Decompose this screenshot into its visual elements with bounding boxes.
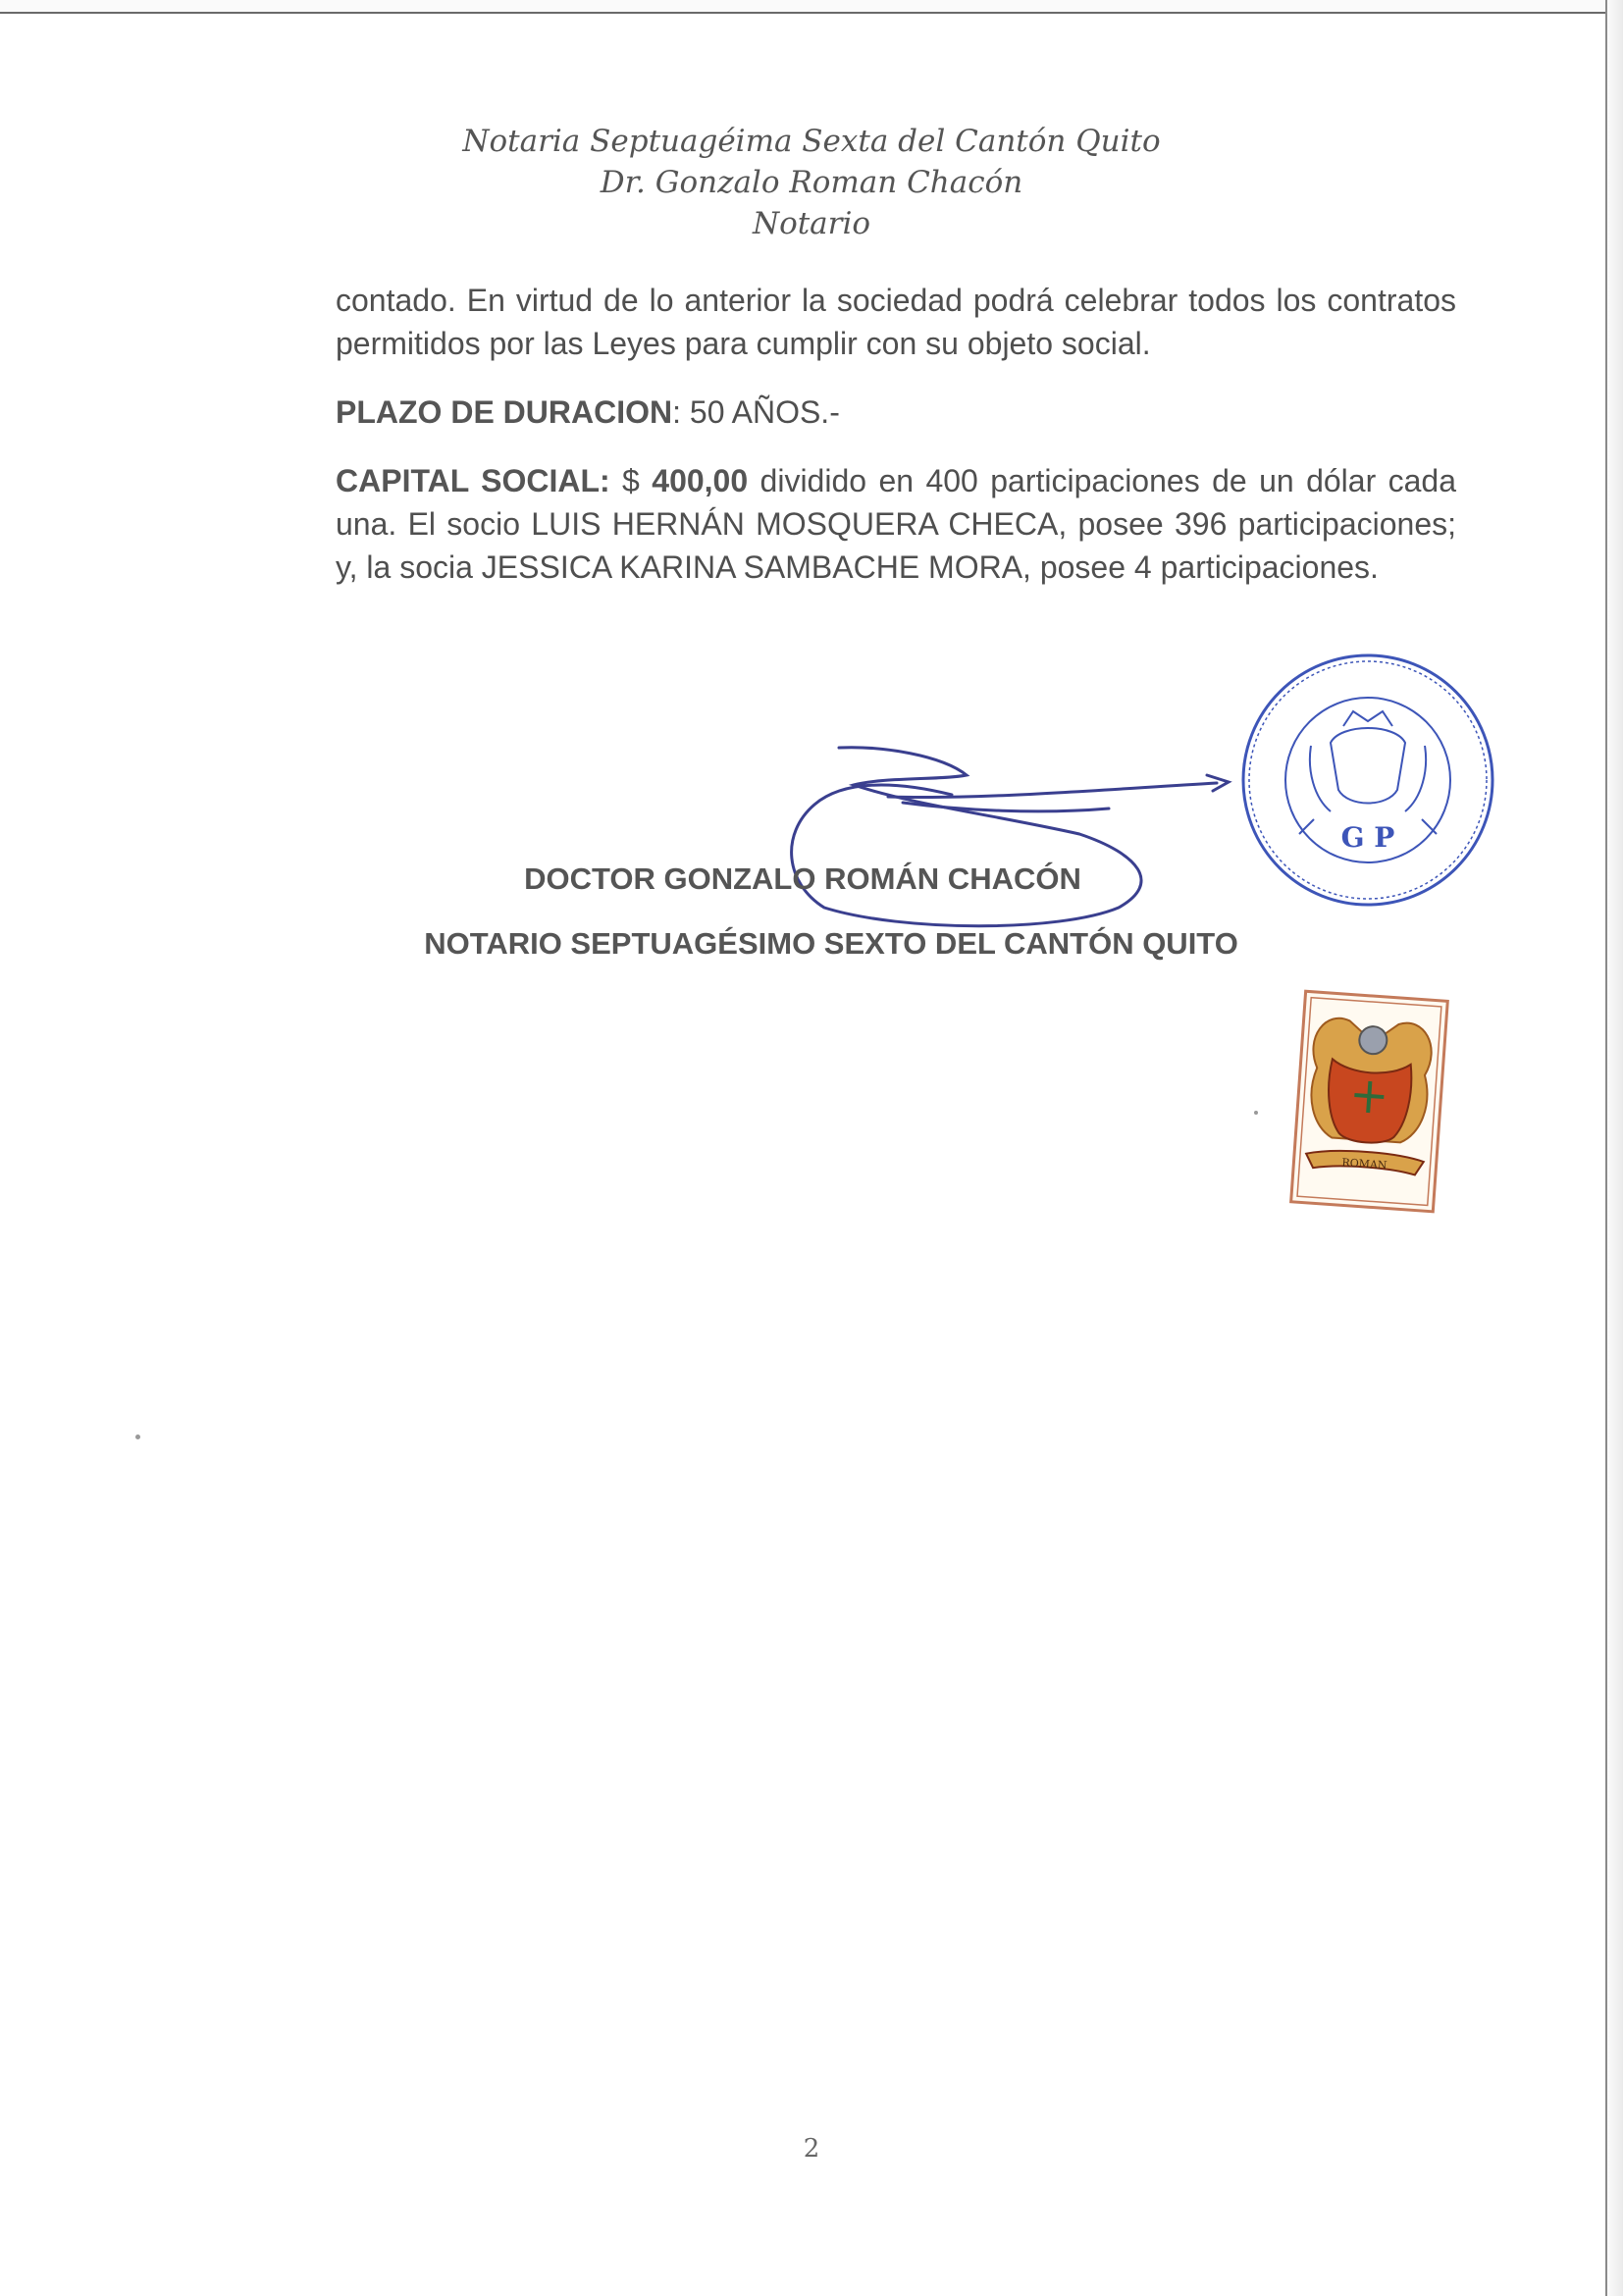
page-number: 2 <box>803 2134 820 2164</box>
signatory-name-text: DOCTOR GONZALO ROMÁN CHACÓN <box>524 861 1081 896</box>
crest-ribbon-text: ROMAN <box>1341 1156 1387 1173</box>
header-notary-office: Notaria Septuagéima Sexta del Cantón Quito <box>462 124 1161 159</box>
coat-of-arms-stamp <box>1291 991 1448 1212</box>
scan-speck <box>135 1435 140 1439</box>
seal-initials: G P <box>1340 821 1395 854</box>
signatory-title <box>0 926 1623 962</box>
header-notary-name: Dr. Gonzalo Roman Chacón <box>600 165 1023 200</box>
scan-speck <box>1254 1111 1258 1115</box>
signatory-title-text: NOTARIO SEPTUAGÉSIMO SEXTO DEL CANTÓN QUITO <box>424 926 1238 961</box>
capital-amount: 400,00 <box>652 463 749 498</box>
capital-amount-prefix: $ <box>609 463 653 498</box>
capital-label: CAPITAL SOCIAL: <box>336 463 610 498</box>
plazo-value: : 50 AÑOS.- <box>672 394 840 430</box>
header-notary-title: Notario <box>752 206 871 241</box>
handwritten-signature <box>792 748 1229 926</box>
capital-text: dividido en 400 participaciones de un dólar cada una. El socio LUIS HERNÁN MOSQUERA CHECA, posee 396 participaciones; y, la socia JESSICA KARINA SAMBACHE MORA, posee 4 participaciones. <box>336 463 1457 585</box>
signatory-name <box>0 861 1623 897</box>
paragraph-object-social: contado. En virtud de lo anterior la sociedad podrá celebrar todos los contratos permitidos por las Leyes para cumplir con su objeto social. <box>336 283 1456 361</box>
plazo-label: PLAZO DE DURACION <box>336 394 673 430</box>
